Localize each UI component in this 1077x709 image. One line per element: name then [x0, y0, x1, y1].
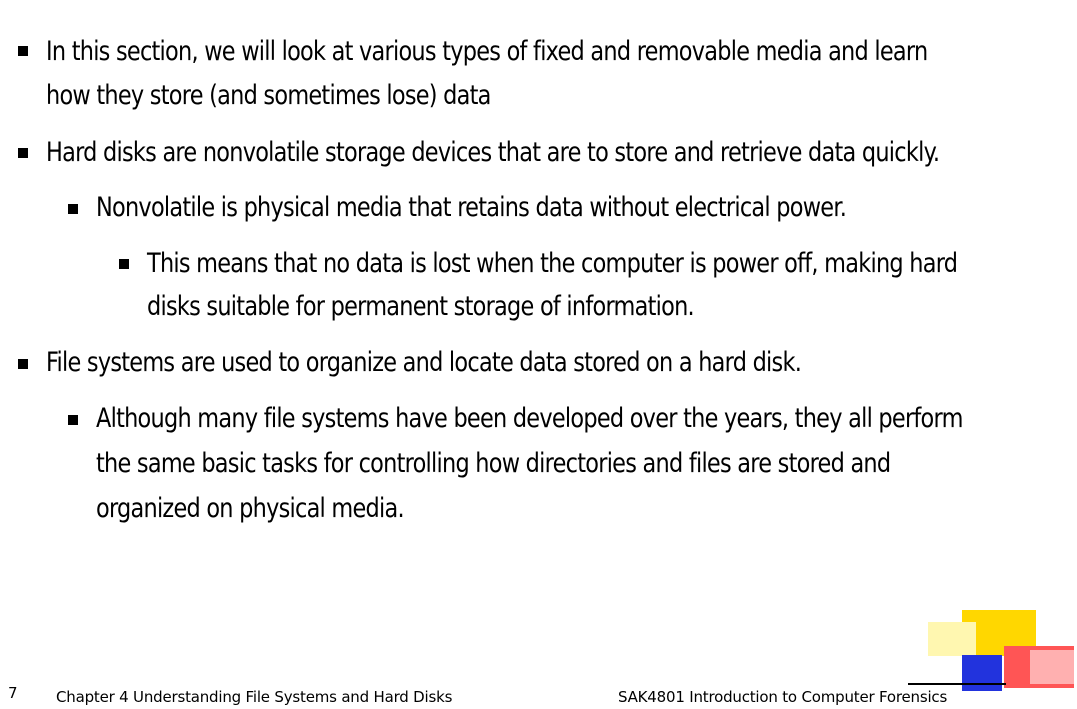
- bullet-text-line: the same basic tasks for controlling how directories and files are stored and: [96, 448, 891, 479]
- bullet-marker: [18, 46, 28, 56]
- bullet-marker: [18, 359, 28, 369]
- slide-number: 7: [8, 684, 18, 702]
- bullet-text-line: disks suitable for permanent storage of information.: [147, 291, 694, 322]
- bullet-text-line: In this section, we will look at various types of fixed and removable media and learn: [46, 36, 928, 67]
- bullet-text-line: Although many file systems have been developed over the years, they all perform: [96, 403, 963, 434]
- bullet-marker: [119, 259, 129, 269]
- decorative-light-red-square: [1030, 650, 1074, 684]
- bullet-text-line: Nonvolatile is physical media that retains data without electrical power.: [96, 192, 847, 223]
- decorative-blue-square: [962, 655, 1002, 691]
- footer-course-title: SAK4801 Introduction to Computer Forensics: [618, 688, 948, 706]
- bullet-text-line: organized on physical media.: [96, 493, 404, 524]
- bullet-text-line: Hard disks are nonvolatile storage devices that are to store and retrieve data quickly.: [46, 137, 940, 168]
- bullet-marker: [18, 148, 28, 158]
- bullet-text-line: how they store (and sometimes lose) data: [46, 80, 491, 111]
- decorative-light-yellow-square: [928, 622, 976, 656]
- bullet-marker: [68, 415, 78, 425]
- bullet-text-line: This means that no data is lost when the computer is power off, making hard: [147, 248, 958, 279]
- footer-divider: [908, 683, 1006, 685]
- bullet-marker: [68, 204, 78, 214]
- bullet-text-line: File systems are used to organize and locate data stored on a hard disk.: [46, 347, 802, 378]
- footer-chapter-title: Chapter 4 Understanding File Systems and Hard Disks: [56, 688, 453, 706]
